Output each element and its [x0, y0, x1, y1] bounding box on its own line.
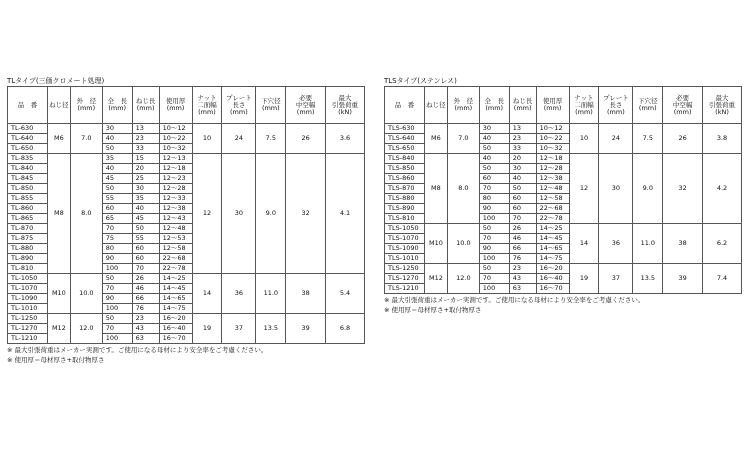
max-load-cell: 6.8 [326, 314, 365, 344]
tl-notes [7, 345, 365, 365]
thread-size-cell: M12 [47, 314, 70, 344]
part-number-cell: TL-1270 [8, 324, 48, 334]
part-number-cell: TLS-1010 [385, 254, 425, 264]
total-length-cell: 100 [479, 284, 509, 294]
thread-length-cell: 43 [509, 274, 536, 284]
usable-thickness-cell: 12〜58 [159, 244, 192, 254]
part-number-cell: TLS-650 [385, 144, 425, 154]
tl-header-cell: 必要 中空幅 (mm) [286, 87, 326, 124]
usable-thickness-cell: 14〜65 [536, 244, 569, 254]
thread-length-cell: 25 [132, 174, 159, 184]
usable-thickness-cell: 14〜25 [536, 224, 569, 234]
part-number-cell: TL-890 [8, 254, 48, 264]
tl-header-cell: 外 径 (mm) [70, 87, 102, 124]
tl-header-cell: ねじ長 (mm) [132, 87, 159, 124]
tl-header-cell: 品 番 [8, 87, 48, 124]
hollow-width-cell: 39 [663, 264, 703, 294]
total-length-cell: 100 [102, 304, 132, 314]
tls-header-cell: 外 径 (mm) [447, 87, 479, 124]
thread-length-cell: 70 [509, 214, 536, 224]
tls-note-2: ※ 使用厚＝母材厚さ+取付物厚さ [384, 306, 482, 314]
thread-length-cell: 70 [132, 264, 159, 274]
usable-thickness-cell: 22〜78 [159, 264, 192, 274]
usable-thickness-cell: 16〜20 [159, 314, 192, 324]
usable-thickness-cell: 10〜12 [159, 124, 192, 134]
total-length-cell: 60 [102, 204, 132, 214]
thread-length-cell: 33 [509, 144, 536, 154]
thread-size-cell: M6 [424, 124, 447, 154]
thread-length-cell: 23 [509, 134, 536, 144]
part-number-cell: TL-1010 [8, 304, 48, 314]
total-length-cell: 40 [102, 164, 132, 174]
total-length-cell: 55 [102, 194, 132, 204]
total-length-cell: 70 [102, 324, 132, 334]
nut-width-cell: 19 [192, 314, 222, 344]
hollow-width-cell: 38 [663, 224, 703, 264]
usable-thickness-cell: 16〜40 [159, 324, 192, 334]
usable-thickness-cell: 12〜38 [536, 174, 569, 184]
plate-length-cell: 30 [599, 154, 633, 224]
part-number-cell: TLS-860 [385, 174, 425, 184]
part-number-cell: TL-640 [8, 134, 48, 144]
tls-section [384, 77, 742, 315]
thread-length-cell: 23 [509, 264, 536, 274]
plate-length-cell: 24 [599, 124, 633, 154]
thread-length-cell: 13 [509, 124, 536, 134]
total-length-cell: 70 [102, 224, 132, 234]
total-length-cell: 90 [479, 244, 509, 254]
part-number-cell: TLS-840 [385, 154, 425, 164]
thread-length-cell: 50 [132, 224, 159, 234]
total-length-cell: 90 [479, 204, 509, 214]
usable-thickness-cell: 16〜70 [536, 284, 569, 294]
usable-thickness-cell: 14〜65 [159, 294, 192, 304]
usable-thickness-cell: 14〜45 [159, 284, 192, 294]
thread-length-cell: 30 [509, 164, 536, 174]
nut-width-cell: 12 [192, 154, 222, 274]
usable-thickness-cell: 10〜32 [159, 144, 192, 154]
thread-length-cell: 33 [132, 144, 159, 154]
part-number-cell: TL-865 [8, 214, 48, 224]
total-length-cell: 30 [102, 124, 132, 134]
hollow-width-cell: 38 [286, 274, 326, 314]
total-length-cell: 65 [102, 214, 132, 224]
outer-diameter-cell: 12.0 [70, 314, 102, 344]
usable-thickness-cell: 12〜53 [159, 234, 192, 244]
nut-width-cell: 10 [192, 124, 222, 154]
thread-size-cell: M8 [424, 154, 447, 224]
thread-length-cell: 46 [132, 284, 159, 294]
hollow-width-cell: 32 [663, 154, 703, 224]
thread-length-cell: 13 [132, 124, 159, 134]
plate-length-cell: 37 [599, 264, 633, 294]
total-length-cell: 60 [479, 174, 509, 184]
plate-length-cell: 36 [222, 274, 256, 314]
thread-length-cell: 60 [509, 204, 536, 214]
outer-diameter-cell: 10.0 [70, 274, 102, 314]
total-length-cell: 50 [479, 164, 509, 174]
nut-width-cell: 14 [569, 224, 599, 264]
pilot-hole-cell: 11.0 [633, 224, 663, 264]
part-number-cell: TLS-870 [385, 184, 425, 194]
pilot-hole-cell: 11.0 [256, 274, 286, 314]
thread-length-cell: 63 [132, 334, 159, 344]
usable-thickness-cell: 12〜18 [536, 154, 569, 164]
part-number-cell: TL-835 [8, 154, 48, 164]
tls-table-row [385, 264, 742, 274]
plate-length-cell: 37 [222, 314, 256, 344]
plate-length-cell: 36 [599, 224, 633, 264]
tl-section [7, 77, 365, 365]
part-number-cell: TLS-810 [385, 214, 425, 224]
tl-table-row [8, 274, 365, 284]
total-length-cell: 70 [102, 284, 132, 294]
outer-diameter-cell: 8.0 [70, 154, 102, 274]
thread-length-cell: 20 [132, 164, 159, 174]
part-number-cell: TL-855 [8, 194, 48, 204]
usable-thickness-cell: 16〜70 [159, 334, 192, 344]
part-number-cell: TL-1070 [8, 284, 48, 294]
pilot-hole-cell: 9.0 [633, 154, 663, 224]
total-length-cell: 50 [479, 144, 509, 154]
total-length-cell: 50 [102, 184, 132, 194]
thread-length-cell: 26 [132, 274, 159, 284]
pilot-hole-cell: 9.0 [256, 154, 286, 274]
part-number-cell: TL-1050 [8, 274, 48, 284]
hollow-width-cell: 39 [286, 314, 326, 344]
usable-thickness-cell: 12〜48 [159, 224, 192, 234]
tls-table-row [385, 154, 742, 164]
part-number-cell: TL-850 [8, 184, 48, 194]
tls-table-row [385, 124, 742, 134]
thread-length-cell: 50 [509, 184, 536, 194]
pilot-hole-cell: 7.5 [256, 124, 286, 154]
thread-length-cell: 43 [132, 324, 159, 334]
tl-header-cell: ねじ径 [47, 87, 70, 124]
thread-length-cell: 40 [509, 174, 536, 184]
tl-note-2: ※ 使用厚＝母材厚さ+取付物厚さ [7, 356, 105, 364]
outer-diameter-cell: 12.0 [447, 264, 479, 294]
part-number-cell: TL-650 [8, 144, 48, 154]
part-number-cell: TLS-640 [385, 134, 425, 144]
total-length-cell: 80 [479, 194, 509, 204]
usable-thickness-cell: 12〜13 [159, 154, 192, 164]
thread-length-cell: 60 [132, 244, 159, 254]
part-number-cell: TLS-1210 [385, 284, 425, 294]
nut-width-cell: 19 [569, 264, 599, 294]
total-length-cell: 70 [479, 274, 509, 284]
tl-table-row [8, 124, 365, 134]
part-number-cell: TL-840 [8, 164, 48, 174]
usable-thickness-cell: 16〜40 [536, 274, 569, 284]
hollow-width-cell: 26 [663, 124, 703, 154]
usable-thickness-cell: 14〜75 [536, 254, 569, 264]
max-load-cell: 3.6 [326, 124, 365, 154]
part-number-cell: TL-1090 [8, 294, 48, 304]
total-length-cell: 90 [102, 254, 132, 264]
thread-length-cell: 60 [132, 254, 159, 264]
usable-thickness-cell: 12〜18 [159, 164, 192, 174]
tls-header-cell: ねじ長 (mm) [509, 87, 536, 124]
thread-length-cell: 15 [132, 154, 159, 164]
tl-header-cell: 全 長 (mm) [102, 87, 132, 124]
thread-size-cell: M10 [47, 274, 70, 314]
usable-thickness-cell: 12〜38 [159, 204, 192, 214]
usable-thickness-cell: 12〜33 [159, 194, 192, 204]
outer-diameter-cell: 7.0 [447, 124, 479, 154]
plate-length-cell: 30 [222, 154, 256, 274]
thread-size-cell: M8 [47, 154, 70, 274]
tl-note-1: ※ 最大引張荷重はメーカー実測です。ご使用になる母材により安全率をご考慮ください。 [7, 346, 268, 354]
tls-header-cell: ねじ径 [424, 87, 447, 124]
total-length-cell: 50 [479, 224, 509, 234]
max-load-cell: 6.2 [703, 224, 742, 264]
plate-length-cell: 24 [222, 124, 256, 154]
tls-header-cell: 全 長 (mm) [479, 87, 509, 124]
max-load-cell: 4.2 [703, 154, 742, 224]
tls-body [385, 124, 742, 294]
part-number-cell: TLS-1270 [385, 274, 425, 284]
total-length-cell: 40 [479, 134, 509, 144]
tl-header-cell: プレート 長さ (mm) [222, 87, 256, 124]
part-number-cell: TL-630 [8, 124, 48, 134]
usable-thickness-cell: 10〜22 [159, 134, 192, 144]
total-length-cell: 30 [479, 124, 509, 134]
part-number-cell: TLS-630 [385, 124, 425, 134]
thread-length-cell: 66 [509, 244, 536, 254]
part-number-cell: TLS-880 [385, 194, 425, 204]
pilot-hole-cell: 13.5 [256, 314, 286, 344]
thread-length-cell: 55 [132, 234, 159, 244]
tl-spec-table [7, 86, 365, 344]
part-number-cell: TL-875 [8, 234, 48, 244]
max-load-cell: 5.4 [326, 274, 365, 314]
part-number-cell: TLS-1070 [385, 234, 425, 244]
outer-diameter-cell: 7.0 [70, 124, 102, 154]
tls-table-row [385, 224, 742, 234]
tls-notes [384, 295, 742, 315]
pilot-hole-cell: 7.5 [633, 124, 663, 154]
tls-header-cell: 使用厚 (mm) [536, 87, 569, 124]
part-number-cell: TLS-850 [385, 164, 425, 174]
tl-header-cell: 最大 引張荷重 (kN) [326, 87, 365, 124]
usable-thickness-cell: 12〜58 [536, 194, 569, 204]
usable-thickness-cell: 10〜22 [536, 134, 569, 144]
total-length-cell: 40 [102, 134, 132, 144]
usable-thickness-cell: 12〜48 [536, 184, 569, 194]
usable-thickness-cell: 14〜25 [159, 274, 192, 284]
tls-header-row [385, 87, 742, 124]
tl-header-cell: 使用厚 (mm) [159, 87, 192, 124]
part-number-cell: TL-1250 [8, 314, 48, 324]
usable-thickness-cell: 16〜20 [536, 264, 569, 274]
tl-table-row [8, 314, 365, 324]
usable-thickness-cell: 12〜23 [159, 174, 192, 184]
total-length-cell: 100 [479, 214, 509, 224]
thread-size-cell: M10 [424, 224, 447, 264]
usable-thickness-cell: 22〜68 [159, 254, 192, 264]
hollow-width-cell: 26 [286, 124, 326, 154]
total-length-cell: 40 [479, 154, 509, 164]
tl-header-row [8, 87, 365, 124]
tls-title: TLSタイプ(ステンレス) [384, 77, 457, 85]
total-length-cell: 100 [479, 254, 509, 264]
nut-width-cell: 12 [569, 154, 599, 224]
usable-thickness-cell: 14〜45 [536, 234, 569, 244]
total-length-cell: 50 [479, 264, 509, 274]
nut-width-cell: 10 [569, 124, 599, 154]
thread-size-cell: M12 [424, 264, 447, 294]
thread-length-cell: 20 [509, 154, 536, 164]
max-load-cell: 4.1 [326, 154, 365, 274]
tls-spec-table [384, 86, 742, 294]
part-number-cell: TL-860 [8, 204, 48, 214]
thread-length-cell: 40 [132, 204, 159, 214]
part-number-cell: TL-1210 [8, 334, 48, 344]
usable-thickness-cell: 12〜28 [536, 164, 569, 174]
total-length-cell: 50 [102, 274, 132, 284]
thread-length-cell: 23 [132, 134, 159, 144]
max-load-cell: 7.4 [703, 264, 742, 294]
total-length-cell: 90 [102, 294, 132, 304]
thread-length-cell: 60 [509, 194, 536, 204]
total-length-cell: 75 [102, 234, 132, 244]
total-length-cell: 70 [479, 234, 509, 244]
tls-header-cell: 下穴径 (mm) [633, 87, 663, 124]
thread-length-cell: 45 [132, 214, 159, 224]
tls-header-cell: 必要 中空幅 (mm) [663, 87, 703, 124]
tl-header-cell: 下穴径 (mm) [256, 87, 286, 124]
tls-note-1: ※ 最大引張荷重はメーカー実測です。ご使用になる母材により安全率をご考慮ください。 [384, 296, 645, 304]
outer-diameter-cell: 10.0 [447, 224, 479, 264]
tl-body [8, 124, 365, 344]
usable-thickness-cell: 10〜12 [536, 124, 569, 134]
usable-thickness-cell: 22〜78 [536, 214, 569, 224]
part-number-cell: TLS-1050 [385, 224, 425, 234]
total-length-cell: 50 [102, 314, 132, 324]
nut-width-cell: 14 [192, 274, 222, 314]
thread-length-cell: 76 [509, 254, 536, 264]
thread-length-cell: 46 [509, 234, 536, 244]
pilot-hole-cell: 13.5 [633, 264, 663, 294]
tls-header-cell: 最大 引張荷重 (kN) [703, 87, 742, 124]
part-number-cell: TL-880 [8, 244, 48, 254]
outer-diameter-cell: 8.0 [447, 154, 479, 224]
total-length-cell: 50 [102, 144, 132, 154]
tl-table-row [8, 154, 365, 164]
usable-thickness-cell: 12〜43 [159, 214, 192, 224]
tl-header-cell: ナット 二面幅 (mm) [192, 87, 222, 124]
thread-length-cell: 26 [509, 224, 536, 234]
total-length-cell: 100 [102, 264, 132, 274]
thread-length-cell: 35 [132, 194, 159, 204]
hollow-width-cell: 32 [286, 154, 326, 274]
total-length-cell: 100 [102, 334, 132, 344]
part-number-cell: TL-810 [8, 264, 48, 274]
part-number-cell: TLS-1090 [385, 244, 425, 254]
part-number-cell: TL-870 [8, 224, 48, 234]
usable-thickness-cell: 12〜28 [159, 184, 192, 194]
thread-length-cell: 23 [132, 314, 159, 324]
max-load-cell: 3.8 [703, 124, 742, 154]
part-number-cell: TLS-1250 [385, 264, 425, 274]
thread-length-cell: 66 [132, 294, 159, 304]
thread-length-cell: 63 [509, 284, 536, 294]
thread-size-cell: M6 [47, 124, 70, 154]
usable-thickness-cell: 14〜75 [159, 304, 192, 314]
tl-title: TLタイプ(三価クロメート処理) [7, 77, 105, 85]
total-length-cell: 35 [102, 154, 132, 164]
total-length-cell: 45 [102, 174, 132, 184]
tls-header-cell: 品 番 [385, 87, 425, 124]
total-length-cell: 70 [479, 184, 509, 194]
tls-header-cell: ナット 二面幅 (mm) [569, 87, 599, 124]
part-number-cell: TL-845 [8, 174, 48, 184]
thread-length-cell: 76 [132, 304, 159, 314]
usable-thickness-cell: 10〜32 [536, 144, 569, 154]
part-number-cell: TLS-890 [385, 204, 425, 214]
usable-thickness-cell: 22〜68 [536, 204, 569, 214]
total-length-cell: 80 [102, 244, 132, 254]
tls-header-cell: プレート 長さ (mm) [599, 87, 633, 124]
thread-length-cell: 30 [132, 184, 159, 194]
